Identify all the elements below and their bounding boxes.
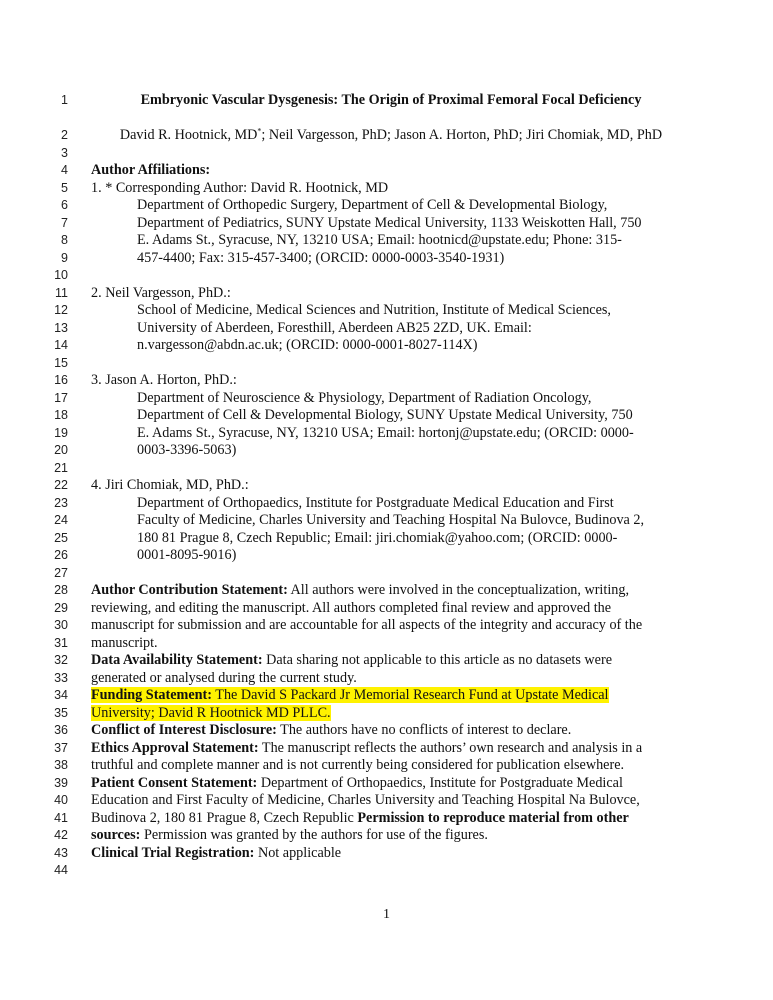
line-number: 41	[54, 810, 68, 825]
consent-statement: Patient Consent Statement: Department of Orthopaedics, Institute for Postgraduate Medical	[91, 774, 623, 791]
affiliation-1-line: 457-4400; Fax: 315-457-3400; (ORCID: 0000-0003-3540-1931)	[137, 249, 505, 266]
line-14	[0, 337, 773, 354]
highlight: University; David R Hootnick MD PLLC.	[91, 704, 331, 721]
line-13	[0, 320, 773, 337]
affiliation-3-line: Department of Cell & Developmental Biology, SUNY Upstate Medical University, 750	[137, 407, 633, 423]
line-5	[0, 180, 773, 197]
affiliation-4-head: 4. Jiri Chomiak, MD, PhD.:	[91, 477, 249, 493]
line-31	[0, 635, 773, 652]
line-number: 39	[54, 775, 68, 790]
line-4	[0, 162, 773, 179]
line-1	[0, 92, 773, 109]
line-44	[0, 862, 773, 879]
line-number: 18	[54, 408, 68, 422]
affiliation-2-head: 2. Neil Vargesson, PhD.:	[91, 284, 231, 301]
affiliation-4-line: Faculty of Medicine, Charles University and Teaching Hospital Na Bulovce, Budinova 2,	[137, 512, 645, 528]
line-number: 20	[54, 443, 68, 457]
line-number: 17	[54, 390, 68, 405]
line-16	[0, 372, 773, 389]
line-21	[0, 460, 773, 477]
line-18	[0, 407, 773, 424]
line-number: 19	[54, 425, 68, 440]
line-37	[0, 740, 773, 757]
affiliation-1-line: Department of Orthopedic Surgery, Department of Cell & Developmental Biology,	[137, 197, 608, 213]
line-number: 32	[54, 653, 68, 667]
page-number: 1	[383, 907, 390, 922]
affiliation-1-line: Department of Pediatrics, SUNY Upstate Medical University, 1133 Weiskotten Hall, 750	[137, 214, 642, 231]
line-27	[0, 565, 773, 582]
line-number: 7	[61, 215, 68, 230]
line-number: 16	[54, 373, 68, 387]
funding-text	[91, 705, 331, 722]
consent-text: Budinova 2, 180 81 Prague 8, Czech Republic Permission to reproduce material from other	[91, 809, 629, 826]
line-number: 13	[54, 320, 68, 335]
line-15	[0, 355, 773, 372]
line-number: 15	[54, 355, 68, 370]
line-28	[0, 582, 773, 599]
line-number: 25	[54, 530, 68, 545]
line-number: 30	[54, 618, 68, 632]
line-35	[0, 705, 773, 722]
affiliation-4-line: Department of Orthopaedics, Institute for Postgraduate Medical Education and First	[137, 494, 614, 511]
paper-title: Embryonic Vascular Dysgenesis: The Origin of Proximal Femoral Focal Deficiency	[140, 92, 642, 108]
line-19	[0, 425, 773, 442]
line-number: 36	[54, 723, 68, 737]
line-number: 31	[54, 635, 68, 650]
line-22	[0, 477, 773, 494]
line-7	[0, 215, 773, 232]
contribution-text: manuscript.	[91, 634, 158, 651]
line-40	[0, 792, 773, 809]
contribution-text: reviewing, and editing the manuscript. All authors completed final review and approved the	[91, 599, 612, 616]
line-11	[0, 285, 773, 302]
line-number: 12	[54, 303, 68, 317]
line-2	[0, 127, 773, 144]
affiliation-2-line: University of Aberdeen, Foresthill, Aberdeen AB25 2ZD, UK. Email:	[137, 319, 532, 336]
ethics-statement: Ethics Approval Statement: The manuscript reflects the authors’ own research and analysis in a	[91, 739, 643, 756]
line-number: 44	[54, 863, 68, 877]
line-number: 9	[61, 250, 68, 265]
line-41	[0, 810, 773, 827]
line-39	[0, 775, 773, 792]
data-availability-text: generated or analysed during the current study.	[91, 669, 357, 686]
line-9	[0, 250, 773, 267]
affiliation-2-line: School of Medicine, Medical Sciences and Nutrition, Institute of Medical Sciences,	[137, 302, 611, 318]
line-42	[0, 827, 773, 844]
line-8	[0, 232, 773, 249]
line-26	[0, 547, 773, 564]
line-17	[0, 390, 773, 407]
trial-statement: Clinical Trial Registration: Not applicable	[91, 844, 342, 861]
affiliation-4-line: 0001-8095-9016)	[137, 547, 237, 563]
conflict-statement: Conflict of Interest Disclosure: The authors have no conflicts of interest to declare.	[91, 722, 572, 738]
line-number: 6	[61, 198, 68, 212]
line-38	[0, 757, 773, 774]
line-number: 11	[55, 285, 68, 300]
line-20	[0, 442, 773, 459]
line-number: 28	[54, 583, 68, 597]
line-6	[0, 197, 773, 214]
line-number: 5	[61, 180, 68, 195]
line-30	[0, 617, 773, 634]
line-number: 27	[54, 565, 68, 580]
line-10	[0, 267, 773, 284]
line-number: 22	[54, 478, 68, 492]
line-34	[0, 687, 773, 704]
line-number: 10	[54, 268, 68, 282]
affiliation-2-line: n.vargesson@abdn.ac.uk; (ORCID: 0000-0001-8027-114X)	[137, 337, 478, 353]
affiliation-3-line: Department of Neuroscience & Physiology, Department of Radiation Oncology,	[137, 389, 592, 406]
line-number: 42	[54, 828, 68, 842]
line-number: 38	[54, 758, 68, 772]
line-23	[0, 495, 773, 512]
line-25	[0, 530, 773, 547]
line-number: 33	[54, 670, 68, 685]
affiliation-1-line: E. Adams St., Syracuse, NY, 13210 USA; Email: hootnicd@upstate.edu; Phone: 315-	[137, 232, 622, 248]
line-number: 35	[54, 705, 68, 720]
contribution-text: manuscript for submission and are accountable for all aspects of the integrity and accuracy of the	[91, 617, 643, 633]
funding-statement	[91, 687, 609, 704]
data-availability-statement: Data Availability Statement: Data sharing not applicable to this article as no datasets were	[91, 652, 612, 668]
line-number: 29	[54, 600, 68, 615]
affiliations-heading: Author Affiliations:	[91, 162, 211, 178]
line-number: 3	[61, 145, 68, 160]
line-number: 40	[54, 793, 68, 807]
line-32	[0, 652, 773, 669]
line-29	[0, 600, 773, 617]
affiliation-4-line: 180 81 Prague 8, Czech Republic; Email: jiri.chomiak@yahoo.com; (ORCID: 0000-	[137, 529, 618, 546]
contribution-statement: Author Contribution Statement: All authors were involved in the conceptualization, writing,	[91, 582, 629, 598]
line-number: 14	[54, 338, 68, 352]
line-number: 34	[54, 688, 68, 702]
line-number: 8	[61, 233, 68, 247]
line-number: 43	[54, 845, 68, 860]
highlight: Funding Statement: The David S Packard Jr Memorial Research Fund at Upstate Medical	[91, 687, 609, 703]
line-24	[0, 512, 773, 529]
consent-text: Education and First Faculty of Medicine, Charles University and Teaching Hospital Na Bulovce,	[91, 792, 640, 808]
line-33	[0, 670, 773, 687]
line-number: 23	[54, 495, 68, 510]
line-number: 21	[54, 460, 68, 475]
line-number: 37	[54, 740, 68, 755]
author-list: David R. Hootnick, MD*; Neil Vargesson, PhD; Jason A. Horton, PhD; Jiri Chomiak, MD, PhD	[119, 126, 663, 143]
line-number: 26	[54, 548, 68, 562]
affiliation-1-head: 1. * Corresponding Author: David R. Hootnick, MD	[91, 179, 389, 196]
line-number: 2	[61, 128, 68, 142]
line-12	[0, 302, 773, 319]
line-number: 4	[61, 163, 68, 177]
permission-text: sources: Permission was granted by the authors for use of the figures.	[91, 827, 488, 843]
line-number: 24	[54, 513, 68, 527]
affiliation-3-line: 0003-3396-5063)	[137, 442, 237, 458]
affiliation-3-head: 3. Jason A. Horton, PhD.:	[91, 372, 237, 388]
line-36	[0, 722, 773, 739]
line-43	[0, 845, 773, 862]
line-3	[0, 145, 773, 162]
line-number: 1	[61, 93, 68, 107]
affiliation-3-line: E. Adams St., Syracuse, NY, 13210 USA; Email: hortonj@upstate.edu; (ORCID: 0000-	[137, 424, 634, 441]
ethics-text: truthful and complete manner and is not currently being considered for publication elsewhere.	[91, 757, 625, 773]
